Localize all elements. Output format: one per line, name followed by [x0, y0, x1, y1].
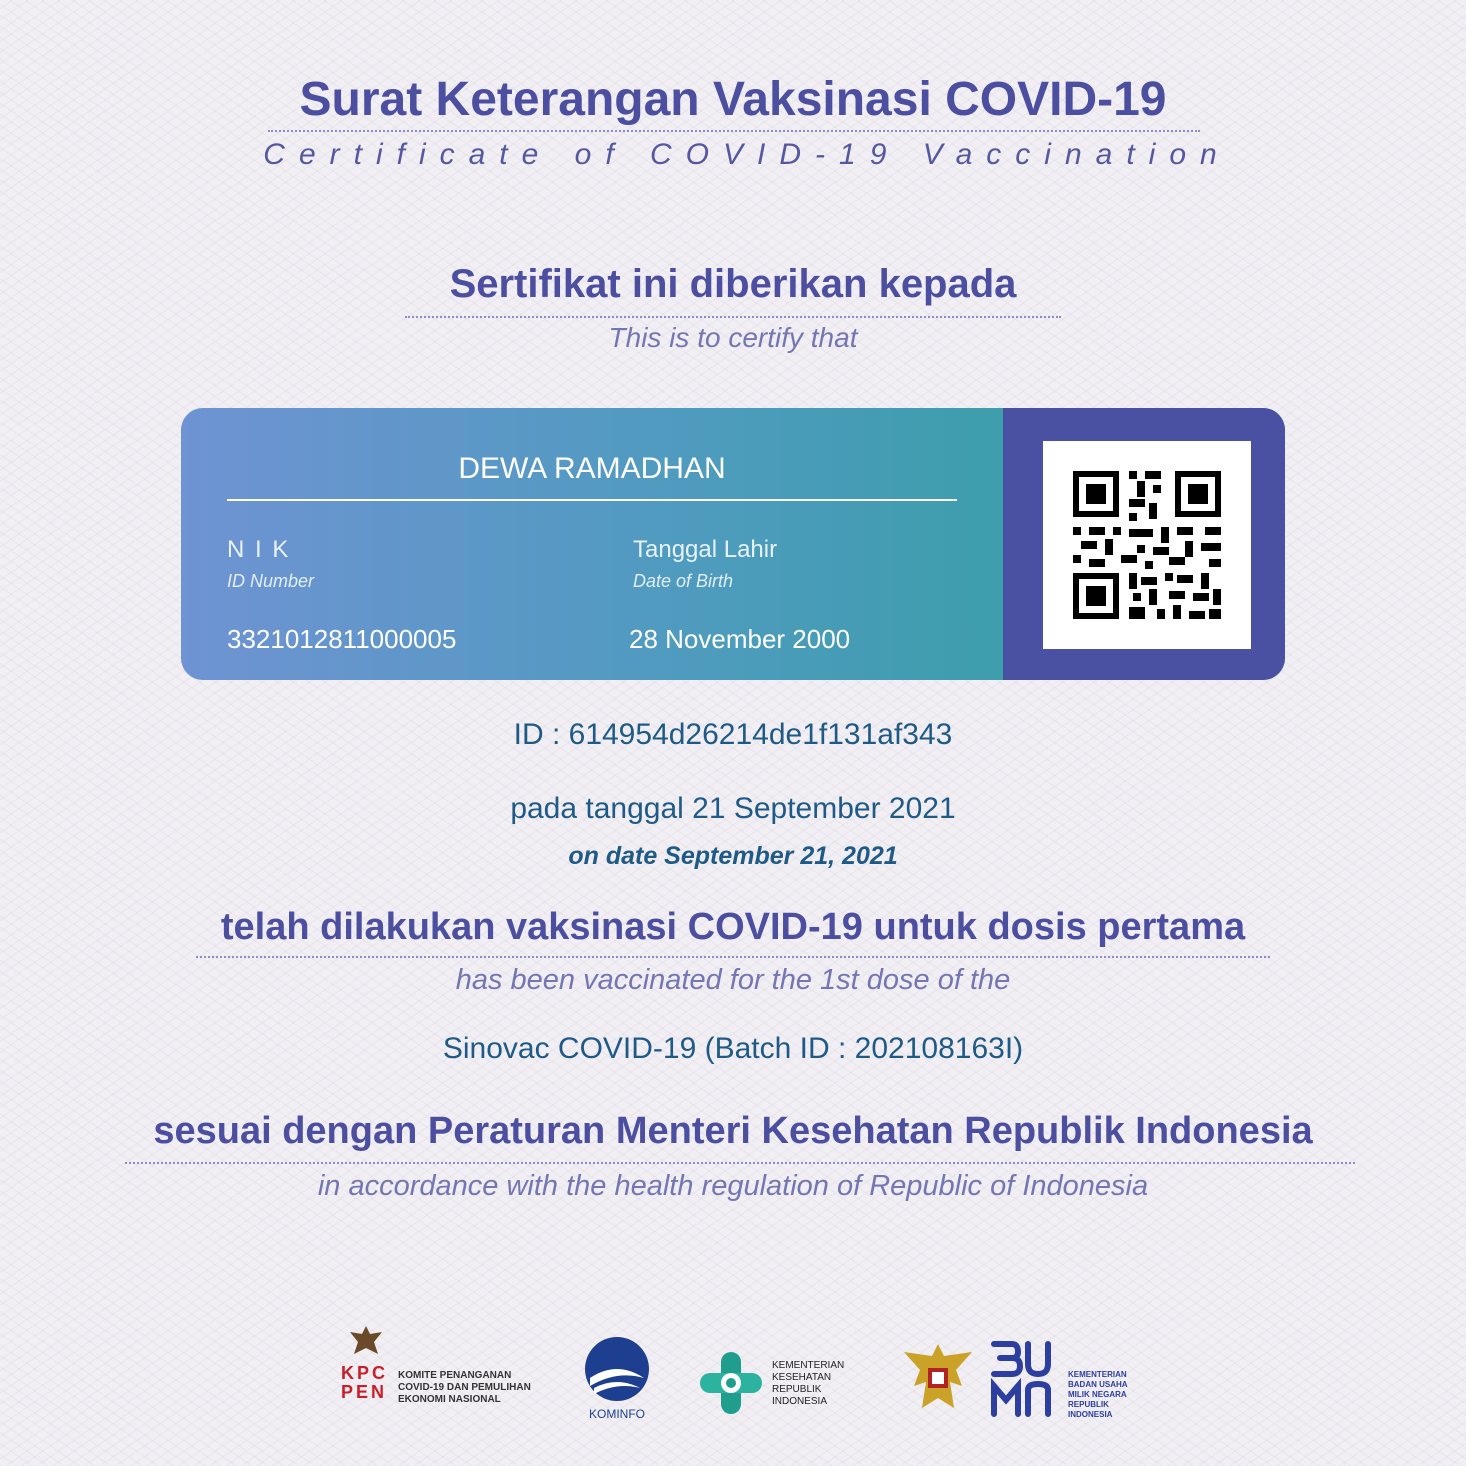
vaccinated-statement-en: has been vaccinated for the 1st dose of the	[455, 964, 1011, 996]
nik-label: N I K	[227, 536, 291, 563]
recipient-name: DEWA RAMADHAN	[458, 452, 726, 485]
nik-label-en: ID Number	[227, 571, 315, 591]
dob-value: 28 November 2000	[629, 624, 851, 654]
recipient-card	[181, 408, 1285, 680]
regulation-statement: sesuai dengan Peraturan Menteri Kesehatan Republik Indonesia	[153, 1110, 1313, 1152]
certificate-title: Surat Keterangan Vaksinasi COVID-19	[299, 73, 1167, 126]
certify-subheading: This is to certify that	[608, 322, 858, 353]
regulation-statement-en: in accordance with the health regulation of Republic of Indonesia	[317, 1170, 1149, 1202]
certificate-id: ID : 614954d26214de1f131af343	[513, 718, 953, 751]
vaccinated-divider	[196, 956, 1270, 958]
kominfo-text: KOMINFO	[589, 1407, 645, 1421]
kemenkes-emblem-icon	[696, 1348, 766, 1418]
kpcpen-text: KOMITE PENANGANAN COVID-19 DAN PEMULIHAN EKONOMI NASIONAL	[398, 1370, 531, 1405]
name-underline	[227, 499, 957, 501]
certificate-title-en: Certificate of COVID-19 Vaccination	[263, 138, 1231, 171]
garuda-small-icon	[346, 1322, 386, 1360]
dob-label: Tanggal Lahir	[633, 536, 778, 563]
kominfo-emblem-icon	[582, 1334, 652, 1404]
qr-panel	[1003, 408, 1285, 680]
regulation-divider	[125, 1162, 1355, 1164]
vaccinated-statement: telah dilakukan vaksinasi COVID-19 untuk dosis pertama	[220, 906, 1246, 948]
certify-divider	[405, 316, 1061, 318]
kpcpen-mark-bottom: PEN	[341, 1382, 388, 1402]
bumn-text: KEMENTERIAN BADAN USAHA MILIK NEGARA REPUBLIK INDONESIA	[1068, 1370, 1128, 1419]
dob-label-en: Date of Birth	[633, 571, 734, 591]
kpcpen-mark-top: KPC	[341, 1363, 389, 1383]
title-divider	[268, 130, 1200, 132]
vaccination-date: pada tanggal 21 September 2021	[510, 792, 956, 825]
garuda-pancasila-icon	[898, 1338, 978, 1418]
qr-code-icon[interactable]	[1043, 441, 1251, 649]
certify-heading: Sertifikat ini diberikan kepada	[449, 262, 1017, 306]
kemenkes-text: KEMENTERIAN KESEHATAN REPUBLIK INDONESIA	[772, 1360, 845, 1407]
vaccination-date-en: on date September 21, 2021	[568, 842, 898, 870]
vaccine-batch: Sinovac COVID-19 (Batch ID : 202108163I)	[442, 1032, 1024, 1065]
bumn-emblem-icon	[990, 1338, 1060, 1418]
nik-value: 3321012811000005	[227, 624, 457, 654]
